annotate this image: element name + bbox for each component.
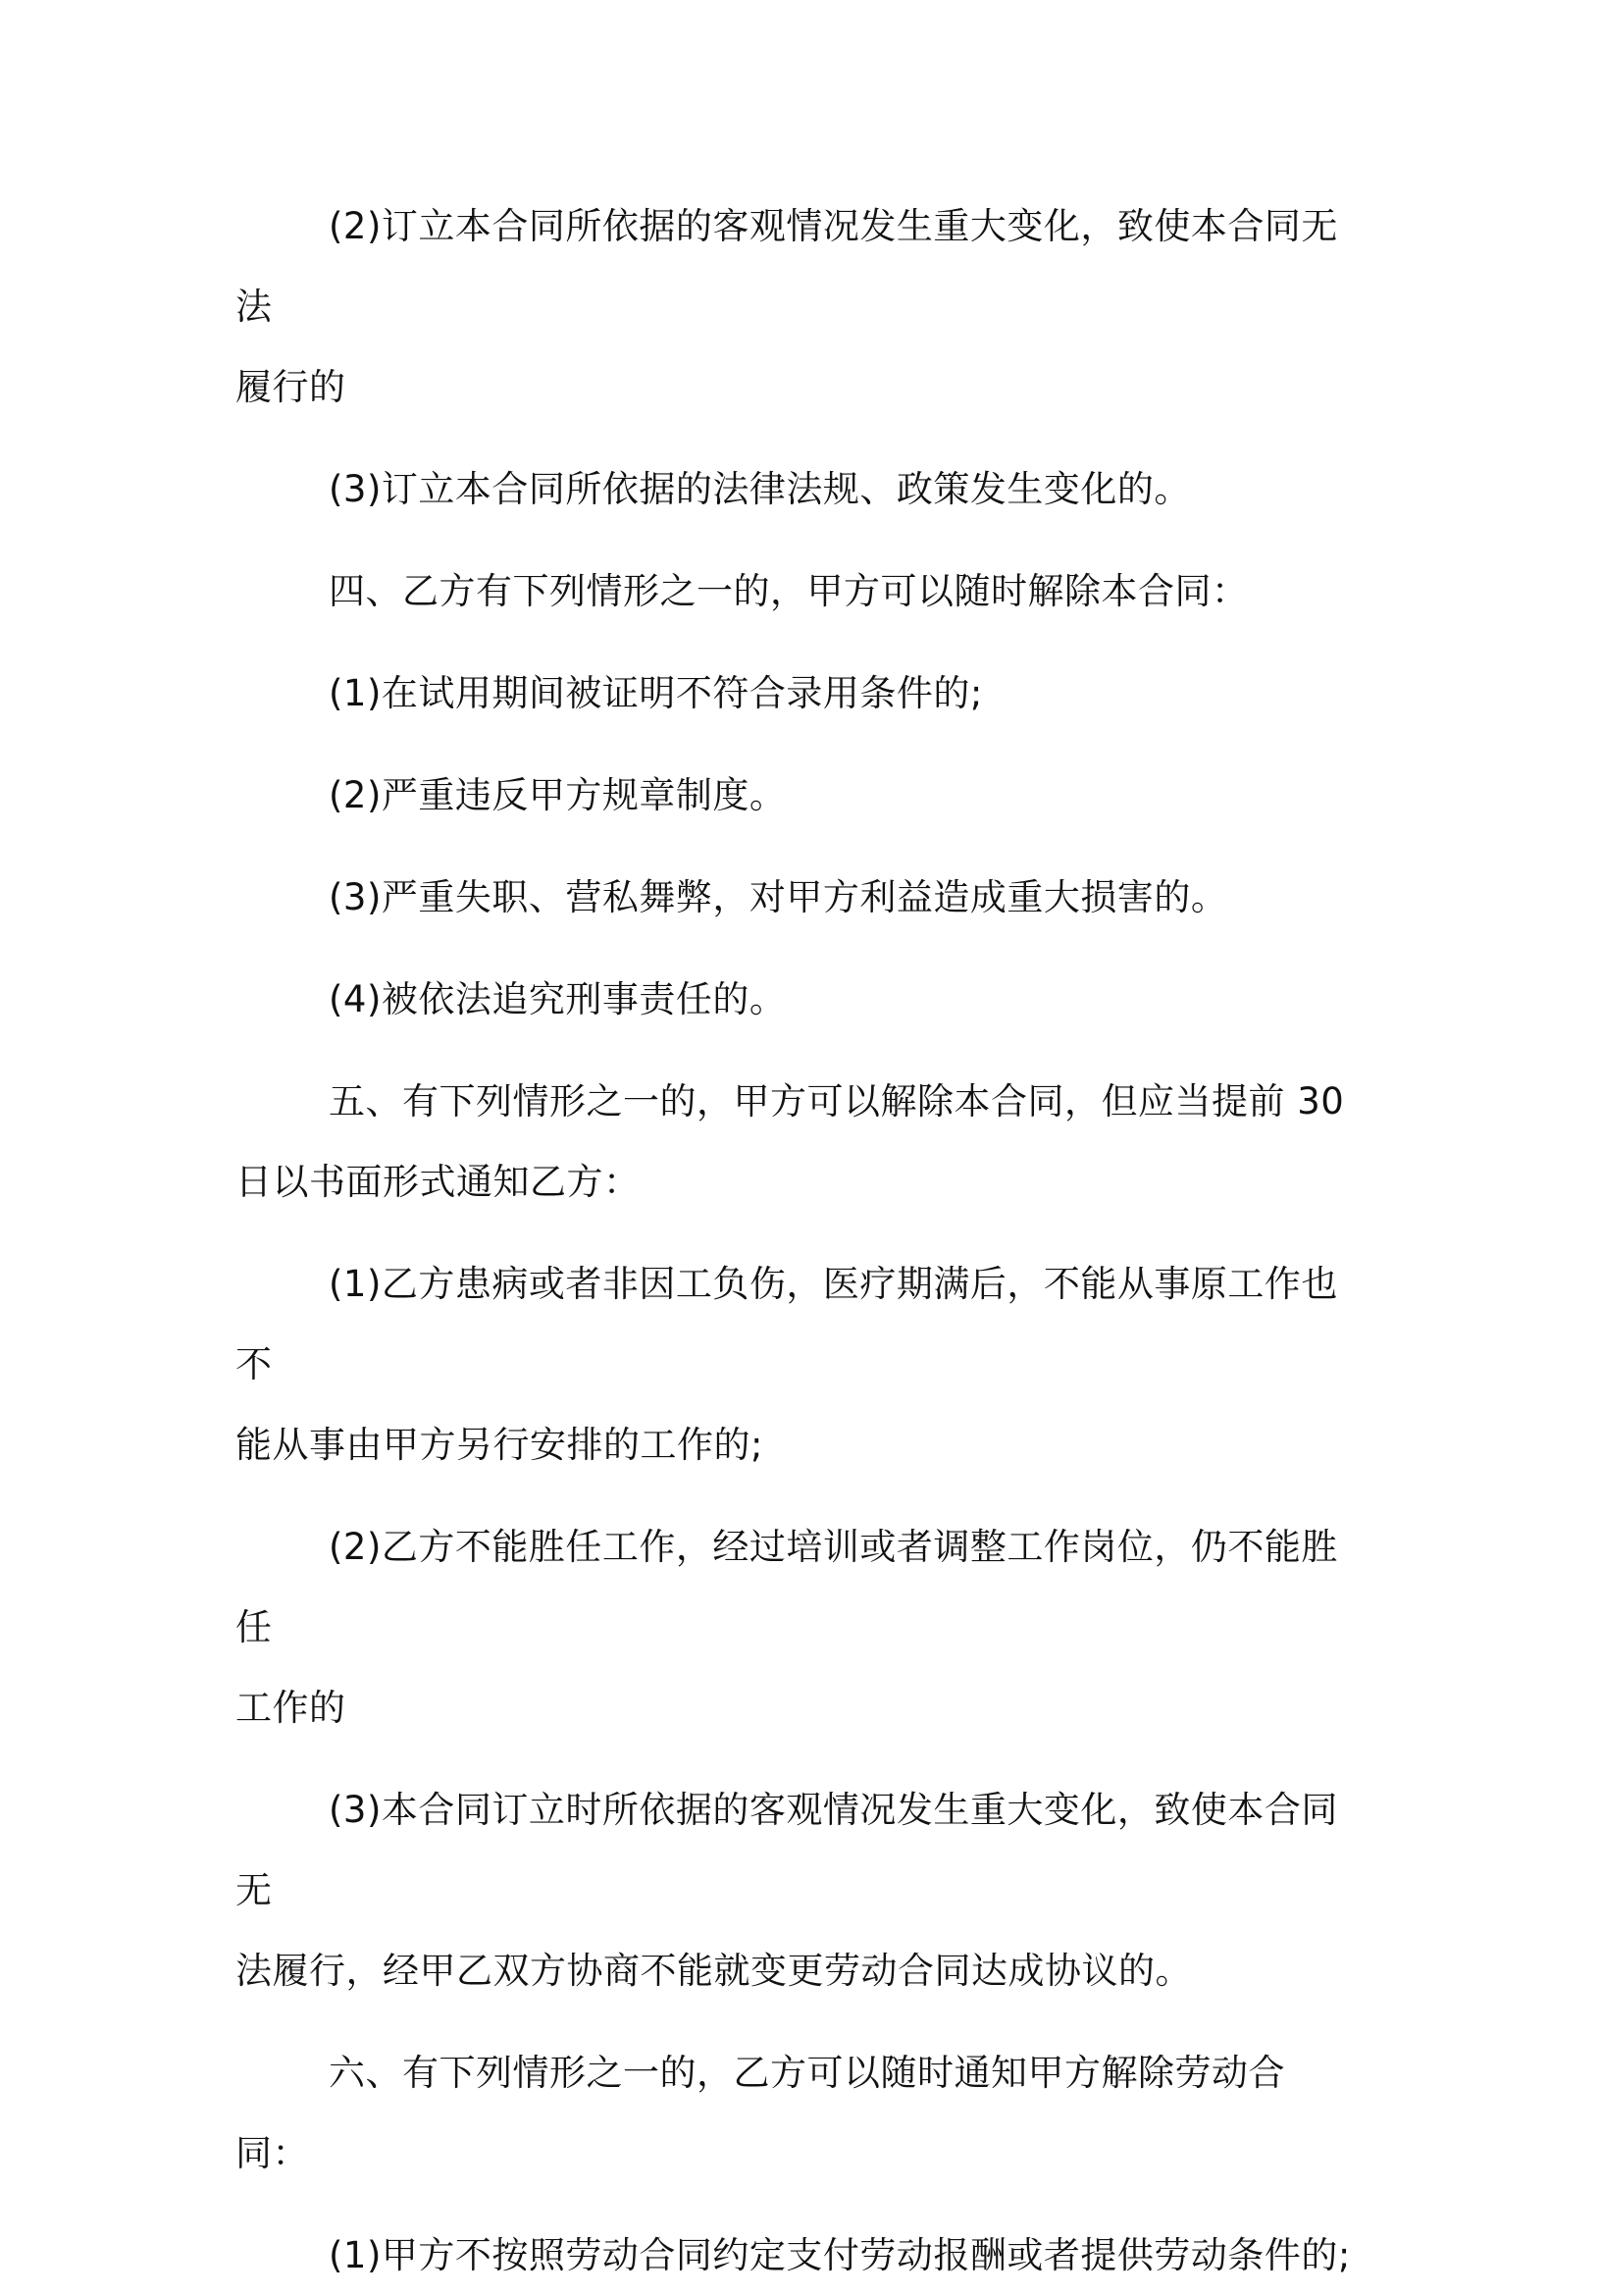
section-heading-6 [235, 2033, 1356, 2194]
paragraph-item-2 [235, 186, 1356, 428]
line: (4)被依法追究刑事责任的。 [329, 978, 787, 1020]
line: (1)乙方患病或者非因工负伤，医疗期满后，不能从事原工作也不 [235, 1263, 1338, 1385]
line: (2)订立本合同所依据的客观情况发生重大变化，致使本合同无法 [235, 205, 1338, 328]
paragraph-item-4-2 [235, 756, 1356, 836]
line: (3)本合同订立时所依据的客观情况发生重大变化，致使本合同无 [235, 1789, 1338, 1911]
line: (1)甲方不按照劳动合同约定支付劳动报酬或者提供劳动条件的; [329, 2234, 1351, 2276]
paragraph-item-5-1 [235, 1244, 1356, 1486]
line: (3)严重失职、营私舞弊，对甲方利益造成重大损害的。 [329, 876, 1228, 918]
line: 日以书面形式通知乙方： [235, 1161, 641, 1203]
paragraph-item-4-1 [235, 653, 1356, 734]
section-heading-4 [235, 551, 1356, 632]
paragraph-item-5-3 [235, 1770, 1356, 2011]
paragraph-item-5-2 [235, 1507, 1356, 1748]
line: 法履行，经甲乙双方协商不能就变更劳动合同达成协议的。 [235, 1950, 1192, 1992]
line: 工作的 [235, 1687, 346, 1729]
line: (3)订立本合同所依据的法律法规、政策发生变化的。 [329, 468, 1191, 510]
paragraph-item-4-4 [235, 960, 1356, 1040]
document-page [235, 186, 1356, 2296]
line: 四、乙方有下列情形之一的，甲方可以随时解除本合同： [329, 570, 1249, 612]
line: 能从事由甲方另行安排的工作的; [235, 1424, 763, 1466]
line: (2)乙方不能胜任工作，经过培训或者调整工作岗位，仍不能胜任 [235, 1526, 1338, 1648]
line: (1)在试用期间被证明不符合录用条件的; [329, 672, 983, 714]
line: (2)严重违反甲方规章制度。 [329, 774, 787, 816]
paragraph-item-4-3 [235, 858, 1356, 938]
line: 五、有下列情形之一的，甲方可以解除本合同，但应当提前 30 [329, 1080, 1345, 1122]
paragraph-item-6-1 [235, 2216, 1356, 2296]
line: 六、有下列情形之一的，乙方可以随时通知甲方解除劳动合同： [235, 2052, 1285, 2174]
section-heading-5 [235, 1062, 1356, 1223]
paragraph-item-3 [235, 449, 1356, 530]
line: 履行的 [235, 366, 346, 408]
